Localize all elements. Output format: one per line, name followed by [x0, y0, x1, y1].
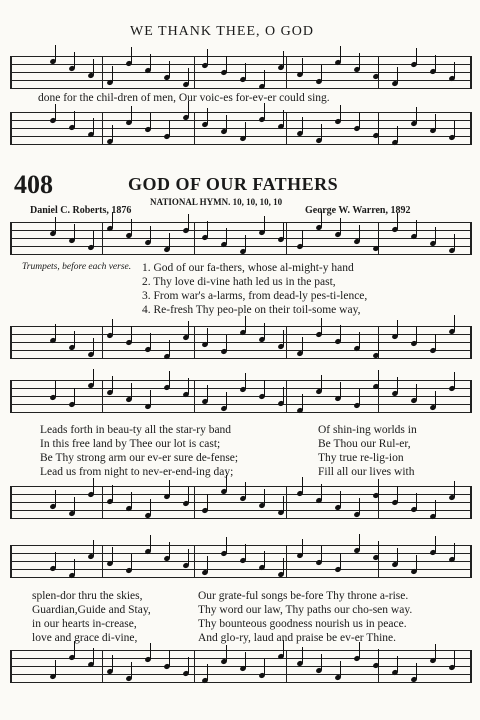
note-stem [340, 382, 341, 398]
staff-right-bar [470, 222, 472, 255]
barline [286, 326, 287, 359]
note-stem [283, 496, 284, 512]
note-stem [207, 556, 208, 572]
staff-line [10, 502, 472, 503]
note-stem [93, 59, 94, 75]
bass-staff-5 [10, 486, 472, 519]
note-stem [188, 378, 189, 394]
staff-line [10, 674, 472, 675]
note-stem [74, 111, 75, 127]
staff-line [10, 350, 472, 351]
note-stem [226, 537, 227, 553]
verse1-line3-end: Our grate-ful songs be-fore Thy throne a-rise. [198, 590, 409, 602]
note-stem [93, 231, 94, 247]
note-stem [226, 228, 227, 244]
note-stem [321, 654, 322, 670]
note-stem [264, 70, 265, 86]
note-stem [245, 63, 246, 79]
staff-line [10, 358, 472, 359]
note-stem [112, 485, 113, 501]
verse4-line2-end: Fill all our lives with [318, 466, 415, 478]
verse1-line1: 1. God of our fa-thers, whose al-might-y hand [142, 262, 354, 274]
note-stem [435, 644, 436, 660]
barline [102, 326, 103, 359]
note-stem [302, 477, 303, 493]
note-stem [340, 46, 341, 62]
verse2-line2-end: Be Thou our Rul-er, [318, 438, 411, 450]
verse2-line1: 2. Thy love di-vine hath led us in the past, [142, 276, 336, 288]
note-stem [359, 332, 360, 348]
verse3-line2: Be Thy strong arm our ev-er sure de-fense; [40, 452, 239, 464]
verse3-line3: in our hearts in-crease, [32, 618, 137, 630]
note-stem [321, 65, 322, 81]
staff-line [10, 230, 472, 231]
note-stem [188, 549, 189, 565]
note-stem [55, 45, 56, 61]
note-stem [150, 333, 151, 349]
note-stem [169, 233, 170, 249]
verse2-line3-end: Thy word our law, Thy paths our cho-sen way. [198, 604, 413, 616]
note-stem [188, 487, 189, 503]
note-stem [340, 661, 341, 677]
note-stem [454, 481, 455, 497]
note-stem [416, 555, 417, 571]
barline [102, 650, 103, 683]
barline [194, 56, 195, 89]
note-stem [74, 388, 75, 404]
note-stem [93, 648, 94, 664]
note-stem [226, 115, 227, 131]
note-stem [55, 552, 56, 568]
note-stem [264, 380, 265, 396]
staff-line [10, 120, 472, 121]
note-stem [188, 321, 189, 337]
staff-line [10, 72, 472, 73]
note-stem [55, 381, 56, 397]
note-stem [397, 126, 398, 142]
note-stem [131, 554, 132, 570]
barline [102, 486, 103, 519]
note-stem [416, 493, 417, 509]
staff-left-bar [10, 56, 12, 89]
hymn-title: GOD OF OUR FATHERS [128, 174, 339, 194]
note-stem [454, 121, 455, 137]
note-stem [302, 394, 303, 410]
note-stem [245, 316, 246, 332]
note-stem [112, 655, 113, 671]
note-stem [435, 500, 436, 516]
note-stem [454, 315, 455, 331]
verse3-line1: 3. From war's a-larms, from dead-ly pes-ti-lence, [142, 290, 368, 302]
barline [286, 545, 287, 578]
staff-line [10, 494, 472, 495]
composer: George W. Warren, 1892 [305, 205, 411, 216]
note-stem [264, 489, 265, 505]
staff-left-bar [10, 650, 12, 683]
barline [194, 112, 195, 145]
top-hymn-title: WE THANK THEE, O GOD [130, 24, 314, 39]
barline [102, 545, 103, 578]
staff-right-bar [470, 56, 472, 89]
staff-line [10, 510, 472, 511]
note-stem [378, 60, 379, 76]
note-stem [74, 52, 75, 68]
staff-line [10, 650, 472, 651]
note-stem [188, 214, 189, 230]
note-stem [112, 547, 113, 563]
note-stem [302, 58, 303, 74]
staff-right-bar [470, 486, 472, 519]
note-stem [435, 391, 436, 407]
note-stem [302, 117, 303, 133]
staff-line [10, 486, 472, 487]
note-stem [55, 490, 56, 506]
note-stem [226, 56, 227, 72]
staff-line [10, 222, 472, 223]
barline [286, 222, 287, 255]
staff-left-bar [10, 112, 12, 145]
staff-line [10, 658, 472, 659]
verse3-line2-end: Thy true re-lig-ion [318, 452, 404, 464]
note-stem [245, 122, 246, 138]
note-stem [302, 337, 303, 353]
note-stem [207, 494, 208, 510]
note-stem [131, 662, 132, 678]
note-stem [378, 370, 379, 386]
note-stem [169, 340, 170, 356]
note-stem [283, 330, 284, 346]
barline [286, 650, 287, 683]
staff-line [10, 412, 472, 413]
note-stem [55, 324, 56, 340]
note-stem [302, 539, 303, 555]
note-stem [359, 225, 360, 241]
hymn-number: 408 [14, 170, 53, 199]
note-stem [245, 373, 246, 389]
note-stem [245, 652, 246, 668]
barline [194, 222, 195, 255]
note-stem [245, 544, 246, 560]
staff-line [10, 682, 472, 683]
note-stem [150, 226, 151, 242]
note-stem [131, 106, 132, 122]
note-stem [264, 323, 265, 339]
verse1-line2-end: Of shin-ing worlds in [318, 424, 417, 436]
note-stem [169, 120, 170, 136]
note-stem [264, 216, 265, 232]
note-stem [74, 559, 75, 575]
note-stem [378, 479, 379, 495]
note-stem [245, 482, 246, 498]
note-stem [302, 230, 303, 246]
note-stem [435, 114, 436, 130]
staff-left-bar [10, 222, 12, 255]
note-stem [397, 548, 398, 564]
note-stem [378, 339, 379, 355]
note-stem [340, 553, 341, 569]
note-stem [340, 218, 341, 234]
note-stem [150, 643, 151, 659]
barline [286, 486, 287, 519]
note-stem [150, 535, 151, 551]
note-stem [93, 118, 94, 134]
verse4-line2: Lead us from night to nev-er-end-ing day; [40, 466, 234, 478]
barline [286, 112, 287, 145]
note-stem [226, 392, 227, 408]
note-stem [150, 54, 151, 70]
note-stem [340, 491, 341, 507]
treble-staff-2 [10, 222, 472, 255]
verse4-line1: 4. Re-fresh Thy peo-ple on their toil-some way, [142, 304, 361, 316]
staff-line [10, 88, 472, 89]
barline [194, 545, 195, 578]
staff-line [10, 553, 472, 554]
note-stem [131, 383, 132, 399]
staff-right-bar [470, 545, 472, 578]
staff-line [10, 238, 472, 239]
barline [286, 380, 287, 413]
note-stem [340, 325, 341, 341]
note-stem [416, 220, 417, 236]
tune-name: NATIONAL HYMN. 10, 10, 10, 10 [150, 197, 283, 207]
note-stem [169, 371, 170, 387]
note-stem [112, 376, 113, 392]
note-stem [150, 499, 151, 515]
note-stem [131, 47, 132, 63]
note-stem [74, 497, 75, 513]
note-stem [435, 536, 436, 552]
note-stem [416, 384, 417, 400]
note-stem [131, 326, 132, 342]
note-stem [359, 112, 360, 128]
note-stem [435, 227, 436, 243]
verse3-line3-end: Thy bounteous goodness nourish us in peace. [198, 618, 407, 630]
note-stem [207, 664, 208, 680]
note-stem [397, 67, 398, 83]
note-stem [169, 61, 170, 77]
barline [286, 56, 287, 89]
treble-staff-6 [10, 545, 472, 578]
note-stem [74, 331, 75, 347]
note-stem [397, 486, 398, 502]
staff-line [10, 380, 472, 381]
bass-staff-7 [10, 650, 472, 683]
note-stem [169, 542, 170, 558]
note-stem [93, 369, 94, 385]
note-stem [397, 656, 398, 672]
note-stem [283, 387, 284, 403]
note-stem [416, 663, 417, 679]
note-stem [454, 62, 455, 78]
note-stem [169, 650, 170, 666]
staff-line [10, 128, 472, 129]
note-stem [226, 335, 227, 351]
note-stem [359, 389, 360, 405]
staff-line [10, 326, 472, 327]
verse2-line2: In this free land by Thee our lot is cast; [40, 438, 221, 450]
barline [194, 486, 195, 519]
barline [102, 112, 103, 145]
note-stem [283, 558, 284, 574]
staff-left-bar [10, 380, 12, 413]
bass-staff-3 [10, 326, 472, 359]
verse4-line3: love and grace di-vine, [32, 632, 138, 644]
top-hymn-lyric: done for the chil-dren of men, Our voic-es for-ev-er could sing. [38, 92, 330, 104]
note-stem [207, 108, 208, 124]
note-stem [454, 372, 455, 388]
performance-instruction: Trumpets, before each verse. [22, 262, 132, 272]
note-stem [207, 49, 208, 65]
staff-line [10, 112, 472, 113]
staff-line [10, 569, 472, 570]
note-stem [245, 235, 246, 251]
staff-line [10, 545, 472, 546]
note-stem [359, 498, 360, 514]
note-stem [378, 649, 379, 665]
staff-line [10, 577, 472, 578]
note-stem [397, 377, 398, 393]
staff-line [10, 246, 472, 247]
note-stem [378, 232, 379, 248]
staff-line [10, 396, 472, 397]
verse1-line2: Leads forth in beau-ty all the star-ry band [40, 424, 232, 436]
author: Daniel C. Roberts, 1876 [30, 205, 132, 216]
note-stem [416, 327, 417, 343]
note-stem [454, 234, 455, 250]
barline [102, 56, 103, 89]
verse1-line3: splen-dor thru the skies, [32, 590, 143, 602]
note-stem [169, 480, 170, 496]
note-stem [74, 224, 75, 240]
note-stem [454, 651, 455, 667]
treble-staff-0 [10, 56, 472, 89]
barline [194, 326, 195, 359]
staff-right-bar [470, 112, 472, 145]
treble-staff-4 [10, 380, 472, 413]
bass-staff-1 [10, 112, 472, 145]
staff-line [10, 404, 472, 405]
barline [194, 650, 195, 683]
note-stem [93, 338, 94, 354]
staff-left-bar [10, 545, 12, 578]
note-stem [283, 110, 284, 126]
note-stem [131, 219, 132, 235]
note-stem [435, 55, 436, 71]
note-stem [359, 642, 360, 658]
note-stem [93, 478, 94, 494]
note-stem [264, 551, 265, 567]
note-stem [321, 546, 322, 562]
note-stem [416, 107, 417, 123]
note-stem [416, 48, 417, 64]
note-stem [321, 375, 322, 391]
barline [194, 380, 195, 413]
barline [102, 222, 103, 255]
barline [102, 380, 103, 413]
note-stem [397, 320, 398, 336]
note-stem [264, 659, 265, 675]
note-stem [188, 657, 189, 673]
staff-line [10, 518, 472, 519]
staff-left-bar [10, 326, 12, 359]
note-stem [454, 543, 455, 559]
note-stem [321, 124, 322, 140]
note-stem [340, 105, 341, 121]
staff-left-bar [10, 486, 12, 519]
staff-right-bar [470, 380, 472, 413]
note-stem [55, 660, 56, 676]
staff-line [10, 56, 472, 57]
note-stem [207, 328, 208, 344]
note-stem [207, 221, 208, 237]
note-stem [131, 492, 132, 508]
note-stem [359, 534, 360, 550]
note-stem [283, 223, 284, 239]
note-stem [321, 484, 322, 500]
note-stem [359, 53, 360, 69]
note-stem [150, 113, 151, 129]
note-stem [321, 318, 322, 334]
staff-line [10, 144, 472, 145]
note-stem [435, 334, 436, 350]
staff-line [10, 64, 472, 65]
note-stem [112, 319, 113, 335]
note-stem [188, 68, 189, 84]
note-stem [264, 103, 265, 119]
verse4-line3-end: And glo-ry, laud and praise be ev-er Thine. [198, 632, 396, 644]
staff-right-bar [470, 326, 472, 359]
note-stem [112, 125, 113, 141]
note-stem [55, 217, 56, 233]
note-stem [378, 541, 379, 557]
note-stem [112, 66, 113, 82]
note-stem [93, 540, 94, 556]
note-stem [150, 390, 151, 406]
note-stem [207, 385, 208, 401]
note-stem [302, 647, 303, 663]
verse2-line3: Guardian,Guide and Stay, [32, 604, 151, 616]
note-stem [378, 119, 379, 135]
note-stem [283, 51, 284, 67]
note-stem [226, 645, 227, 661]
staff-right-bar [470, 650, 472, 683]
note-stem [55, 104, 56, 120]
staff-line [10, 342, 472, 343]
